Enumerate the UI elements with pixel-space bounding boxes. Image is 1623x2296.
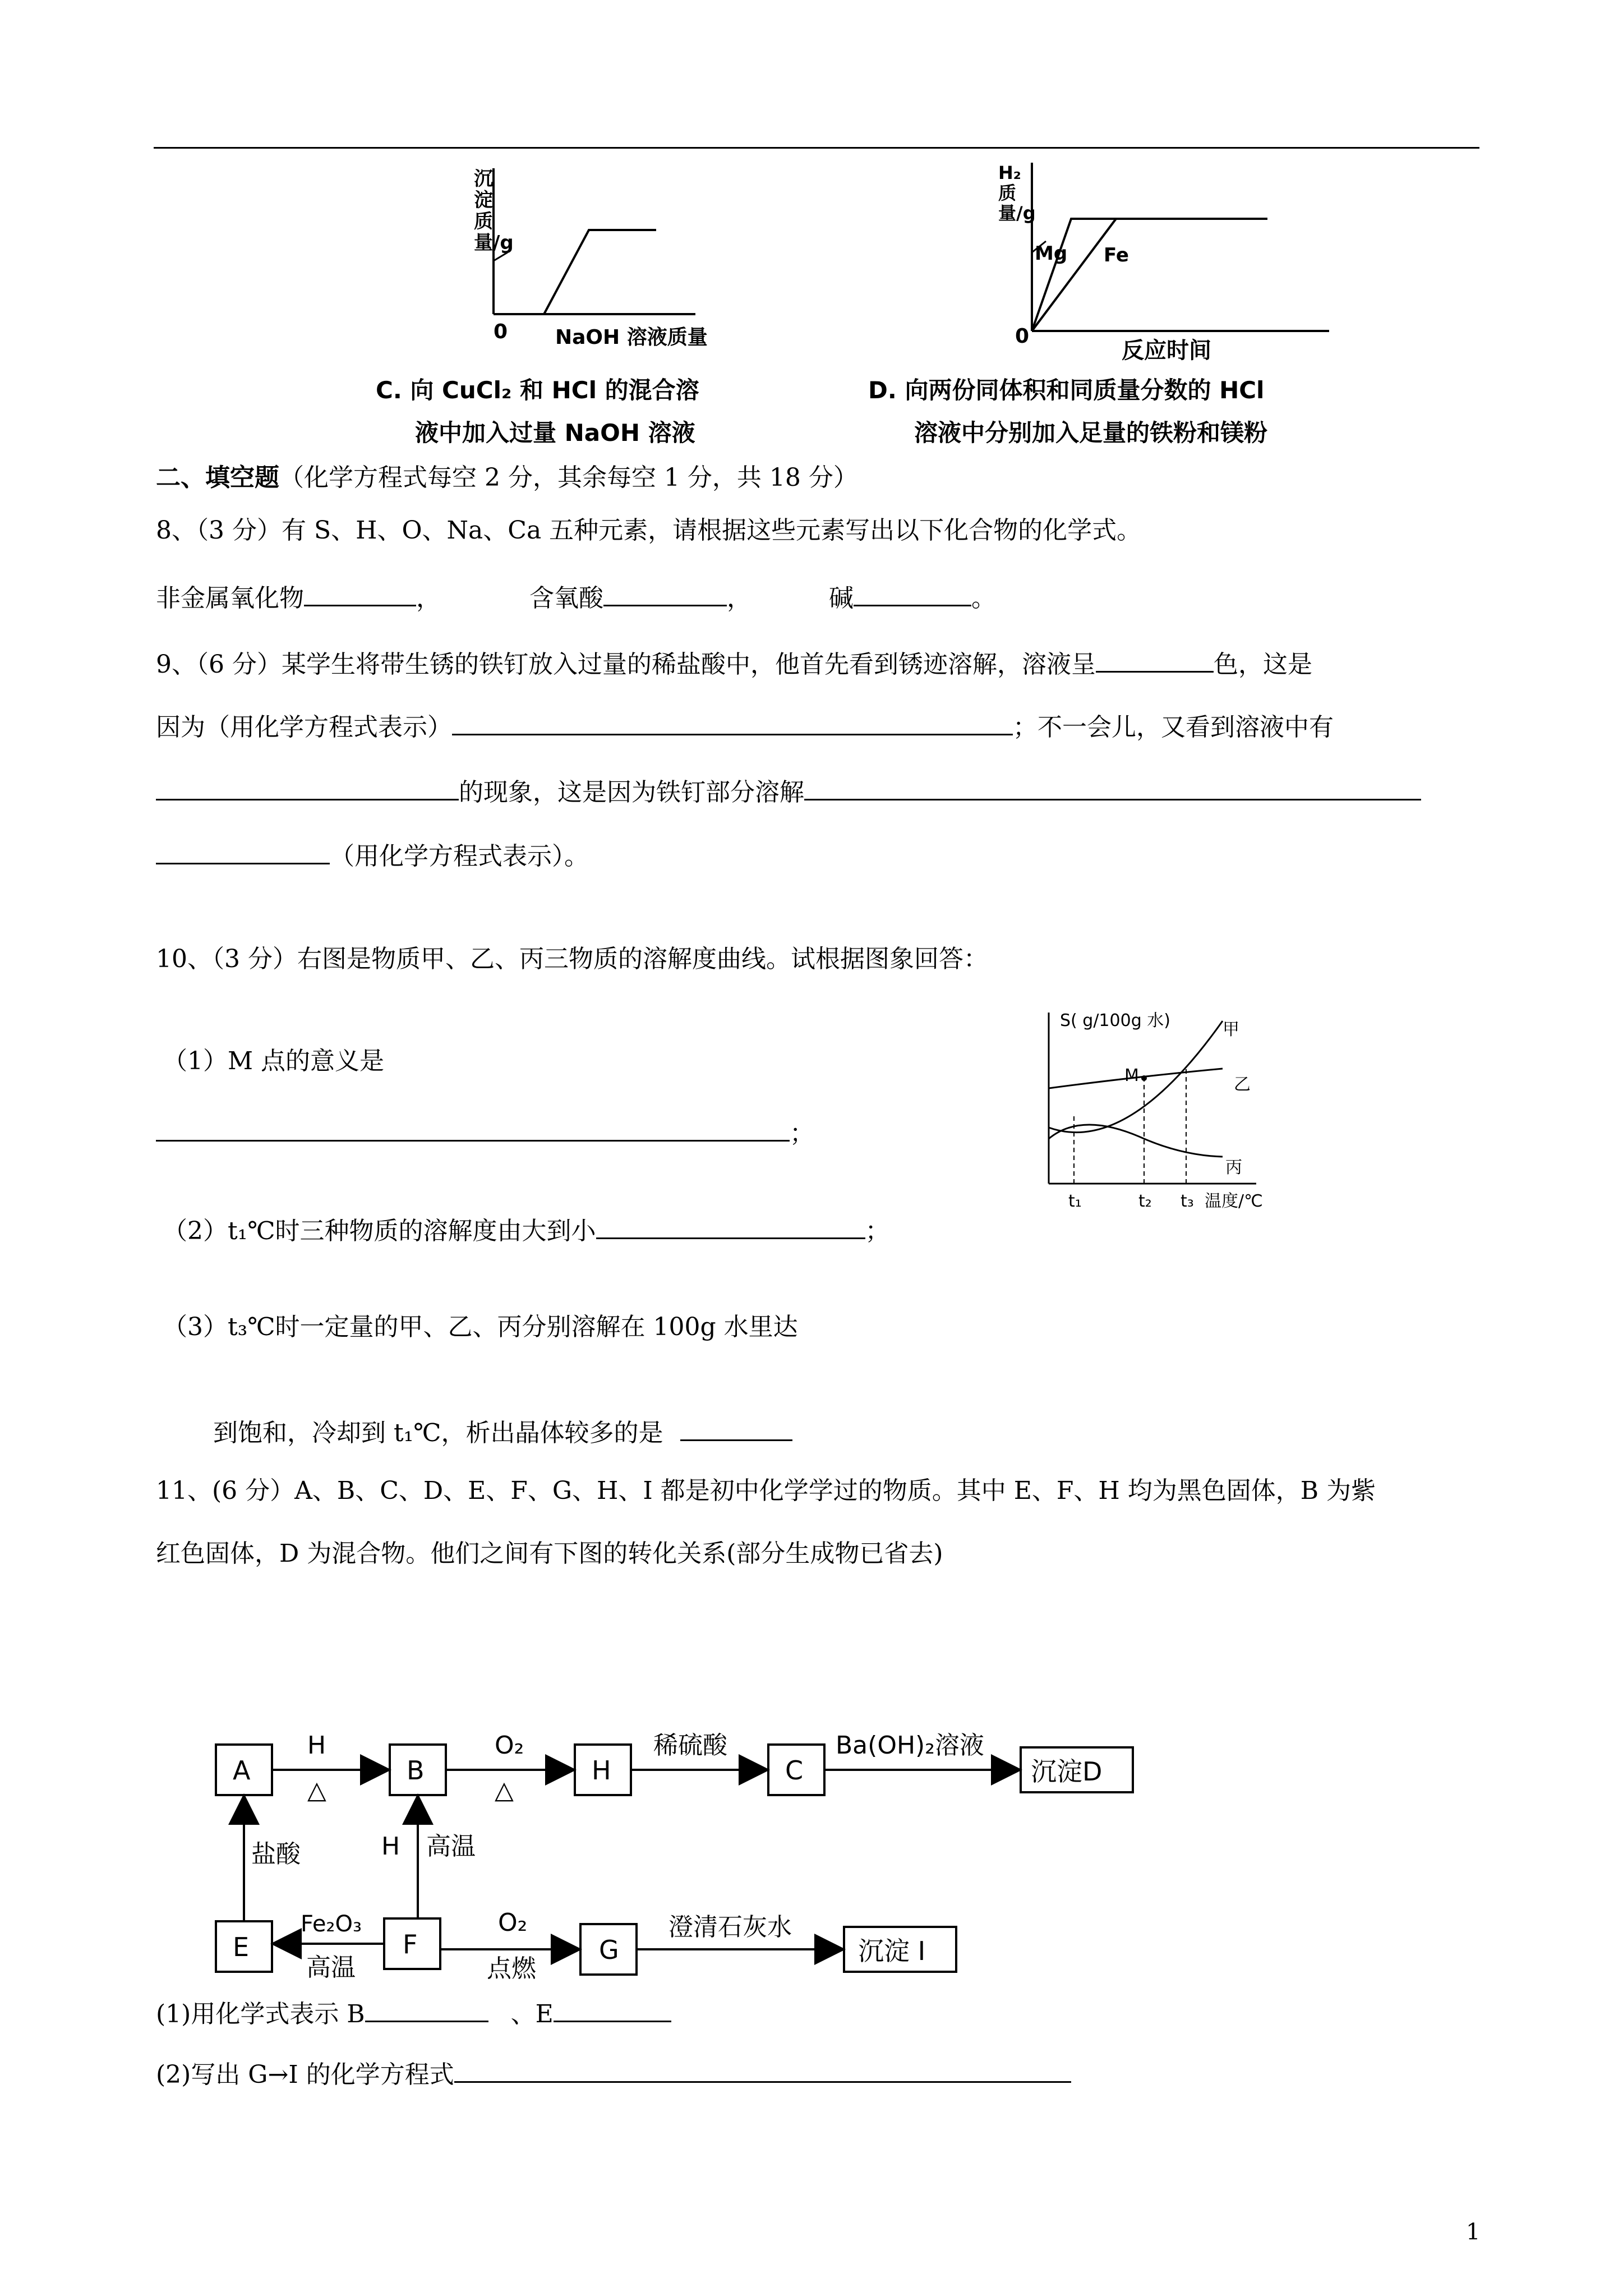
q10-sub-3a: （3）t₃℃时一定量的甲、乙、丙分别溶解在 100g 水里达 — [163, 1313, 798, 1341]
q9-text-1b: 色，这是 — [1213, 650, 1312, 679]
flow-fe-reagent: Fe₂O₃ — [301, 1911, 362, 1937]
q8-comma-2: ， — [727, 584, 751, 613]
section-heading — [156, 461, 858, 495]
flow-cd-reagent: Ba(OH)₂溶液 — [836, 1731, 984, 1760]
flow-box-c: C — [785, 1755, 804, 1786]
q9-text-1: 9、（6 分）某学生将带生锈的铁钉放入过量的稀盐酸中，他首先看到锈迹溶解，溶液呈 — [156, 650, 1096, 679]
flow-box-a: A — [233, 1755, 251, 1786]
figc-ylabel: 沉淀质量/g — [474, 168, 514, 254]
solubility-ylabel: S( g/100g 水) — [1060, 1011, 1170, 1030]
flow-box-i: 沉淀 I — [858, 1936, 926, 1966]
q9-text-4: （用化学方程式表示）。 — [330, 842, 589, 871]
flow-hc-reagent: 稀硫酸 — [653, 1731, 727, 1760]
q11-sub-2-text: (2)写出 G→I 的化学方程式 — [156, 2060, 454, 2089]
q10-line-1 — [156, 1114, 814, 1151]
figc-origin: 0 — [494, 320, 508, 343]
flow-bh-condition: △ — [495, 1776, 514, 1805]
q8-answers — [156, 579, 996, 615]
q10-sub-2 — [163, 1212, 890, 1248]
solubility-label-yi: 乙 — [1234, 1075, 1251, 1094]
q9-line-3 — [156, 773, 1421, 809]
section-note: （化学方程式每空 2 分，其余每空 1 分，共 18 分） — [279, 463, 858, 492]
q8-label-oxide: 非金属氧化物 — [156, 584, 304, 613]
q10-sub-3b-text: 到饱和，冷却到 t₁℃，析出晶体较多的是 — [213, 1419, 663, 1447]
flow-fb-reagent: H — [381, 1832, 400, 1861]
q8-blank-acid[interactable] — [603, 579, 727, 606]
solubility-point-m: M — [1124, 1066, 1139, 1085]
q8-blank-base[interactable] — [854, 579, 971, 606]
figd-label-fe: Fe — [1104, 244, 1129, 266]
q9-text-3: 的现象，这是因为铁钉部分溶解 — [459, 778, 804, 807]
q8-end: 。 — [971, 584, 996, 613]
q8-label-base: 碱 — [829, 584, 854, 613]
flow-gi-reagent: 澄清石灰水 — [668, 1913, 792, 1941]
flow-ab-reagent: H — [307, 1731, 326, 1760]
q11-sub-1-b: (1)用化学式表示 B — [156, 2000, 365, 2028]
flow-fg-condition: 点燃 — [487, 1954, 536, 1983]
flow-fe-condition: 高温 — [306, 1953, 356, 1982]
q10-blank-1[interactable] — [156, 1114, 790, 1142]
q9-text-2a: 因为（用化学方程式表示） — [156, 713, 452, 742]
solubility-tick-t1: t₁ — [1068, 1191, 1082, 1211]
flow-diagram — [213, 1728, 1144, 1988]
q11-sub-2 — [156, 2055, 1071, 2092]
q9-blank-equation-1[interactable] — [452, 708, 1013, 735]
q9-blank-color[interactable] — [1096, 645, 1214, 673]
q9-blank-equation-2a[interactable] — [804, 773, 1421, 800]
flow-box-f: F — [403, 1929, 418, 1959]
figd-xlabel: 反应时间 — [1122, 338, 1211, 364]
q11-sub-1-e: 、E — [510, 2000, 554, 2028]
q8-blank-oxide[interactable] — [304, 579, 416, 606]
figd-origin: 0 — [1015, 325, 1030, 348]
q11-line-2: 红色固体，D 为混合物。他们之间有下图的转化关系(部分生成物已省去) — [156, 1539, 943, 1568]
figc-caption-2: 液中加入过量 NaOH 溶液 — [415, 419, 695, 447]
flow-fg-reagent: O₂ — [498, 1908, 528, 1937]
q11-blank-b[interactable] — [365, 1995, 488, 2022]
q9-text-2b: ；不一会儿，又看到溶液中有 — [1013, 713, 1334, 742]
q10-sub-2-text: （2）t₁℃时三种物质的溶解度由大到小 — [163, 1217, 596, 1245]
flow-box-b: B — [407, 1755, 425, 1786]
header-rule — [154, 147, 1479, 149]
figc-xlabel: NaOH 溶液质量 — [555, 326, 708, 349]
q11-blank-e[interactable] — [554, 1995, 671, 2022]
figc-caption-1: C. 向 CuCl₂ 和 HCl 的混合溶 — [376, 376, 699, 404]
page-number: 1 — [1466, 2219, 1481, 2245]
q8-comma-1: ， — [416, 584, 441, 613]
figd-caption-2: 溶液中分别加入足量的铁粉和镁粉 — [914, 419, 1268, 447]
q10-sub-1: （1）M 点的意义是 — [163, 1047, 385, 1075]
solubility-label-jia: 甲 — [1223, 1020, 1239, 1039]
q10-sub-1-end: ； — [790, 1119, 814, 1148]
flow-box-h: H — [592, 1755, 611, 1786]
q9-line-2 — [156, 708, 1334, 744]
q9-blank-phenomenon[interactable] — [156, 773, 459, 800]
q10-blank-3[interactable] — [680, 1414, 792, 1441]
figd-caption-1: D. 向两份同体积和同质量分数的 HCl — [868, 376, 1265, 404]
solubility-xlabel: 温度/℃ — [1205, 1191, 1263, 1211]
flow-ea-reagent: 盐酸 — [251, 1840, 301, 1869]
solubility-tick-t3: t₃ — [1181, 1191, 1194, 1211]
q10-sub-3b — [213, 1414, 792, 1450]
q9-blank-equation-2b[interactable] — [156, 837, 330, 864]
q10-sub-2-end: ； — [865, 1217, 890, 1245]
solubility-label-bing: 丙 — [1225, 1158, 1242, 1177]
q11-line-1: 11、(6 分）A、B、C、D、E、F、G、H、I 都是初中化学学过的物质。其中 E、F、H 均为黑色固体，B 为紫 — [156, 1476, 1376, 1505]
flow-ab-condition: △ — [307, 1776, 326, 1805]
section-title: 二、填空题 — [156, 463, 279, 492]
flow-bh-reagent: O₂ — [495, 1731, 524, 1760]
q10-stem: 10、（3 分）右图是物质甲、乙、丙三物质的溶解度曲线。试根据图象回答： — [156, 945, 988, 973]
figd-label-mg: Mg — [1035, 242, 1068, 265]
q10-blank-2[interactable] — [596, 1212, 865, 1239]
flow-fb-condition: 高温 — [426, 1832, 476, 1861]
solubility-tick-t2: t₂ — [1138, 1191, 1152, 1211]
flow-box-g: G — [599, 1935, 619, 1965]
q8-label-acid: 含氧酸 — [529, 584, 603, 613]
q11-blank-equation[interactable] — [454, 2055, 1071, 2083]
figd-ylabel: H₂质量/g — [998, 162, 1036, 224]
flow-box-d: 沉淀D — [1031, 1756, 1103, 1787]
q9-line-4 — [156, 837, 589, 873]
q9-line-1 — [156, 645, 1312, 682]
q8-stem: 8、（3 分）有 S、H、O、Na、Ca 五种元素，请根据这些元素写出以下化合物的化学式。 — [156, 516, 1142, 545]
q11-sub-1 — [156, 1995, 671, 2031]
flow-box-e: E — [233, 1932, 250, 1962]
